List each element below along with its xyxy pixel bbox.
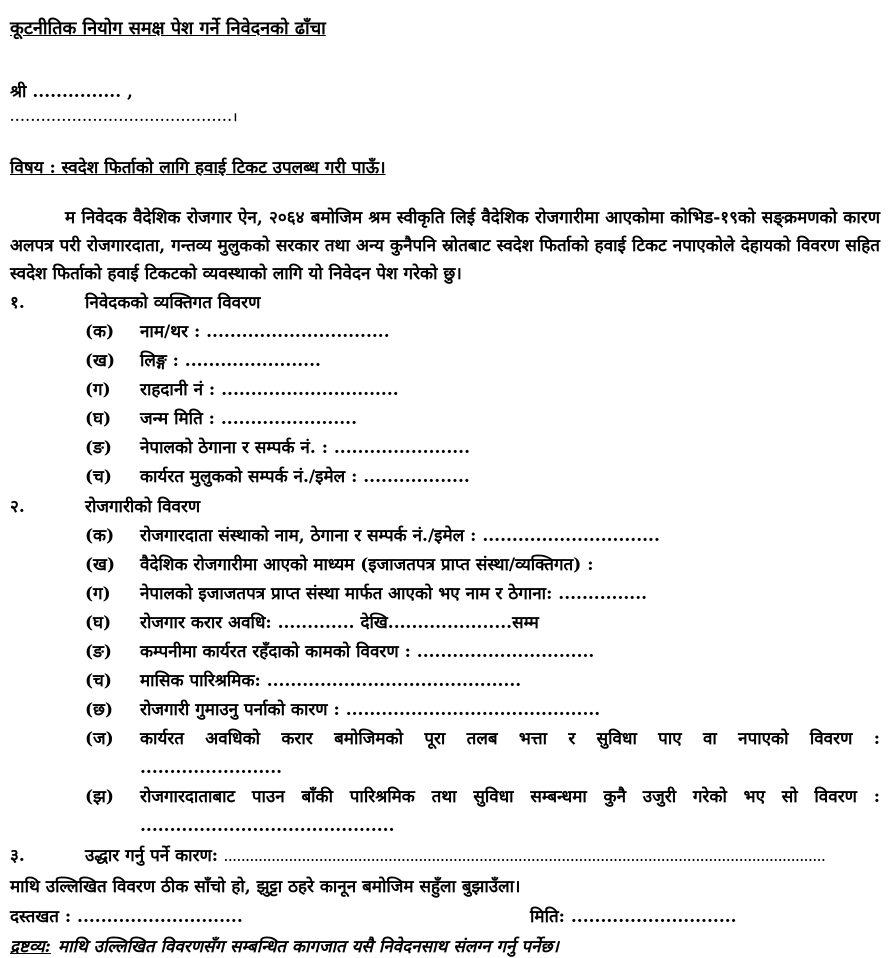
note-label: द्रष्टव्य:: [10, 937, 51, 957]
form-item-2i: [10, 783, 880, 812]
section-3-row: [10, 841, 880, 873]
item-text-nepal-address-field: नेपालको ठेगाना र सम्पर्क नं. : .......................: [140, 438, 471, 458]
item-text-gender-field: लिङ्ग : .......................: [140, 351, 321, 371]
document-title: कूटनीतिक नियोग समक्ष पेश गर्ने निवेदनको ढाँचा: [10, 18, 326, 39]
item-text-employment-medium-field: वैदेशिक रोजगारीमा आएको माध्यम (इजाजतपत्र प्राप्त संस्था/व्यक्तिगत) :: [140, 555, 594, 575]
form-item-1b: [10, 347, 880, 376]
subject-line: विषय : स्वदेश फिर्ताको लागि हवाई टिकट उपलब्ध गरी पाऊँ।: [10, 158, 386, 178]
form-item-2c: [10, 580, 880, 609]
section-2-number: २.: [10, 497, 25, 517]
signature-field: दस्तखत : ............................: [10, 907, 243, 927]
section-2-heading-row: [10, 493, 880, 522]
item-text-agency-field: नेपालको इजाजतपत्र प्राप्त संस्था मार्फत आएको भए नाम र ठेगाना: ...............: [140, 584, 648, 604]
item-text-dob-field: जन्म मिति : .......................: [140, 409, 358, 429]
section-3-rescue-reason-label: उद्धार गर्नु पर्ने कारण:: [85, 846, 225, 866]
item-text-passport-field: राहदानी नं : ..............................: [140, 380, 399, 400]
item-text-salary-benefits-field: कार्यरत अवधिको करार बमोजिमको पूरा तलब भत्ता र सुविधा पाए वा नपाएको विवरण :: [140, 729, 880, 749]
form-item-1f: [10, 463, 880, 492]
section-3-number: ३.: [10, 846, 25, 866]
section-3-dotted-line: ...........................................................................................................................................: [224, 851, 826, 864]
declaration-line: माथि उल्लिखित विवरण ठीक साँचो हो, झुट्टा ठहरे कानून बमोजिम सहुँला बुझाउँला।: [10, 877, 521, 897]
item-text-job-description-field: कम्पनीमा कार्यरत रहँदाको कामको विवरण : ..............................: [140, 642, 595, 662]
section-1-heading-row: [10, 289, 880, 318]
form-item-1a: [10, 318, 880, 347]
salutation-dotted-line: ...........................................।: [10, 110, 239, 124]
date-field: मिति: ............................: [530, 907, 737, 927]
section-2-heading: रोजगारीको विवरण: [85, 497, 201, 517]
form-item-2h: [10, 725, 880, 754]
item-text-complaint-field: रोजगारदाताबाट पाउन बाँकी पारिश्रमिक तथा सुविधा सम्बन्धमा कुनै उजुरी गरेको भए सो विवरण :: [140, 787, 880, 807]
form-item-1d: [10, 405, 880, 434]
item-text-name-field: नाम/थर : ...............................: [140, 322, 390, 342]
salutation-line: श्री ............... ,: [10, 82, 133, 102]
item-label: (घ): [85, 613, 112, 633]
form-item-2b: [10, 551, 880, 580]
form-item-2a: [10, 522, 880, 551]
item-label: (ङ): [85, 438, 112, 458]
item-label: (ख): [85, 351, 115, 371]
form-item-1c: [10, 376, 880, 405]
form-item-2d: [10, 609, 880, 638]
note-text: माथि उल्लिखित विवरणसँग सम्बन्धित कागजात यसै निवेदनसाथ संलग्न गर्नु पर्नेछ।: [57, 937, 559, 957]
item-label: (छ): [85, 700, 114, 720]
item-2h-dotted-continuation: ........................: [140, 758, 283, 778]
item-label: (च): [85, 671, 112, 691]
item-label: (ग): [85, 380, 111, 400]
item-text-employer-field: रोजगारदाता संस्थाको नाम, ठेगाना र सम्पर्क नं./इमेल : ..............................: [140, 526, 660, 546]
body-paragraph: म निवेदक वैदेशिक रोजगार ऐन, २०६४ बमोजिम श्रम स्वीकृति लिई वैदेशिक रोजगारीमा आएकोमा कोभिड-१९को सङ्क्रमणको कारण अलपत्र परी रोजगारदाता, गन्तव्य मुलुकको सरकार तथा अन्य कुनैपनि स्रोतबाट स्वदेश फिर्ताको हवाई टिकट नपाएकोले देहायको विवरण सहित स्वदेश फिर्ताको हवाई टिकटको व्यवस्थाको लागि यो निवेदन पेश गरेको छु।: [10, 208, 880, 284]
item-2i-dotted-continuation: ...........................................: [140, 816, 395, 836]
form-item-2f: [10, 667, 880, 696]
item-text-work-country-contact-field: कार्यरत मुलुकको सम्पर्क नं./इमेल : ..................: [140, 467, 470, 487]
item-label: (ग): [85, 584, 111, 604]
item-label: (क): [85, 322, 115, 342]
item-label: (झ): [85, 787, 114, 807]
item-label: (ख): [85, 555, 115, 575]
note-line: [10, 932, 880, 958]
item-text-job-loss-reason-field: रोजगारी गुमाउनु पर्नाको कारण : ...........................................: [140, 700, 601, 720]
section-1-number: १.: [10, 293, 25, 313]
item-label: (क): [85, 526, 115, 546]
section-1-heading: निवेदकको व्यक्तिगत विवरण: [85, 293, 261, 313]
form-item-2e: [10, 638, 880, 667]
item-label: (ज): [85, 729, 114, 749]
item-label: (घ): [85, 409, 112, 429]
item-label: (ङ): [85, 642, 112, 662]
form-item-2g: [10, 696, 880, 725]
signature-date-row: [10, 902, 880, 932]
item-text-contract-period-field: रोजगार करार अवधि: ............. देखि.....................सम्म: [140, 613, 539, 633]
item-text-monthly-salary-field: मासिक पारिश्रमिक: ...........................................: [140, 671, 522, 691]
item-label: (च): [85, 467, 112, 487]
form-item-1e: [10, 434, 880, 463]
